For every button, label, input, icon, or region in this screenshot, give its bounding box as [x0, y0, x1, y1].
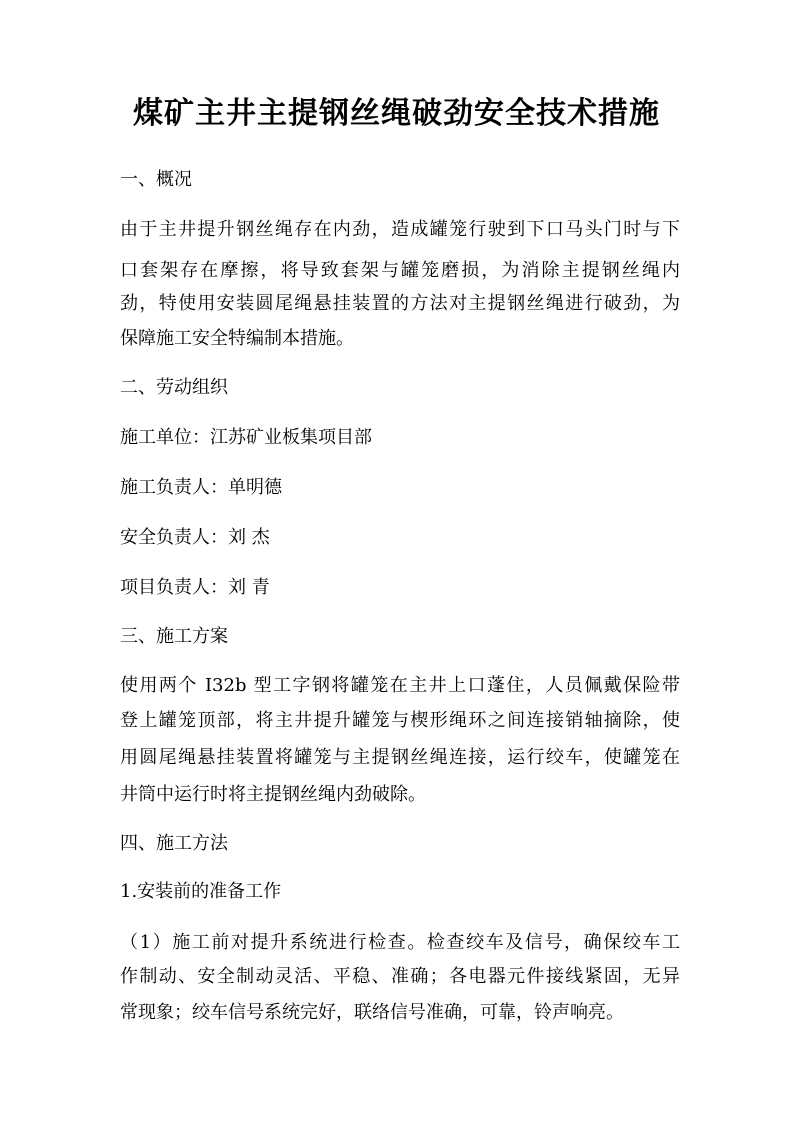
paragraph-line: 保障施工安全特编制本措施。	[120, 328, 354, 349]
paragraph-line: （1）施工前对提升系统进行检查。检查绞车及信号，确保绞车工	[120, 932, 680, 953]
paragraph-line: 登上罐笼顶部，将主井提升罐笼与楔形绳环之间连接销轴摘除，使	[120, 710, 680, 731]
labor-item-construction-unit: 施工单位：江苏矿业板集项目部	[120, 427, 372, 448]
paragraph-line: 用圆尾绳悬挂装置将罐笼与主提钢丝绳连接，运行绞车，使罐笼在	[120, 747, 680, 768]
labor-item-project-lead: 项目负责人：刘 青	[120, 577, 270, 598]
subheading-preparation: 1.安装前的准备工作	[120, 881, 282, 902]
paragraph-line: 常现象；绞车信号系统完好，联络信号准确，可靠，铃声响亮。	[120, 1002, 624, 1023]
labor-item-safety-lead: 安全负责人：刘 杰	[120, 527, 270, 548]
section-heading-construction-plan: 三、施工方案	[120, 626, 228, 647]
paragraph-line: 使用两个 I32b 型工字钢将罐笼在主井上口蓬住，人员佩戴保险带	[120, 675, 680, 696]
section-heading-labor-organization: 二、劳动组织	[120, 377, 228, 398]
paragraph-line: 口套架存在摩擦，将导致套架与罐笼磨损，为消除主提钢丝绳内	[120, 260, 680, 281]
section-heading-construction-method: 四、施工方法	[120, 833, 228, 854]
paragraph-line: 井筒中运行时将主提钢丝绳内劲破除。	[120, 784, 426, 805]
paragraph-line: 劲，特使用安装圆尾绳悬挂装置的方法对主提钢丝绳进行破劲，为	[120, 293, 680, 314]
labor-item-construction-lead: 施工负责人：单明德	[120, 477, 282, 498]
paragraph-line: 由于主井提升钢丝绳存在内劲，造成罐笼行驶到下口马头门时与下	[120, 219, 680, 240]
section-heading-overview: 一、概况	[120, 169, 192, 190]
paragraph-line: 作制动、安全制动灵活、平稳、准确；各电器元件接线紧固，无异	[120, 966, 680, 987]
document-title: 煤矿主井主提钢丝绳破劲安全技术措施	[133, 96, 660, 131]
